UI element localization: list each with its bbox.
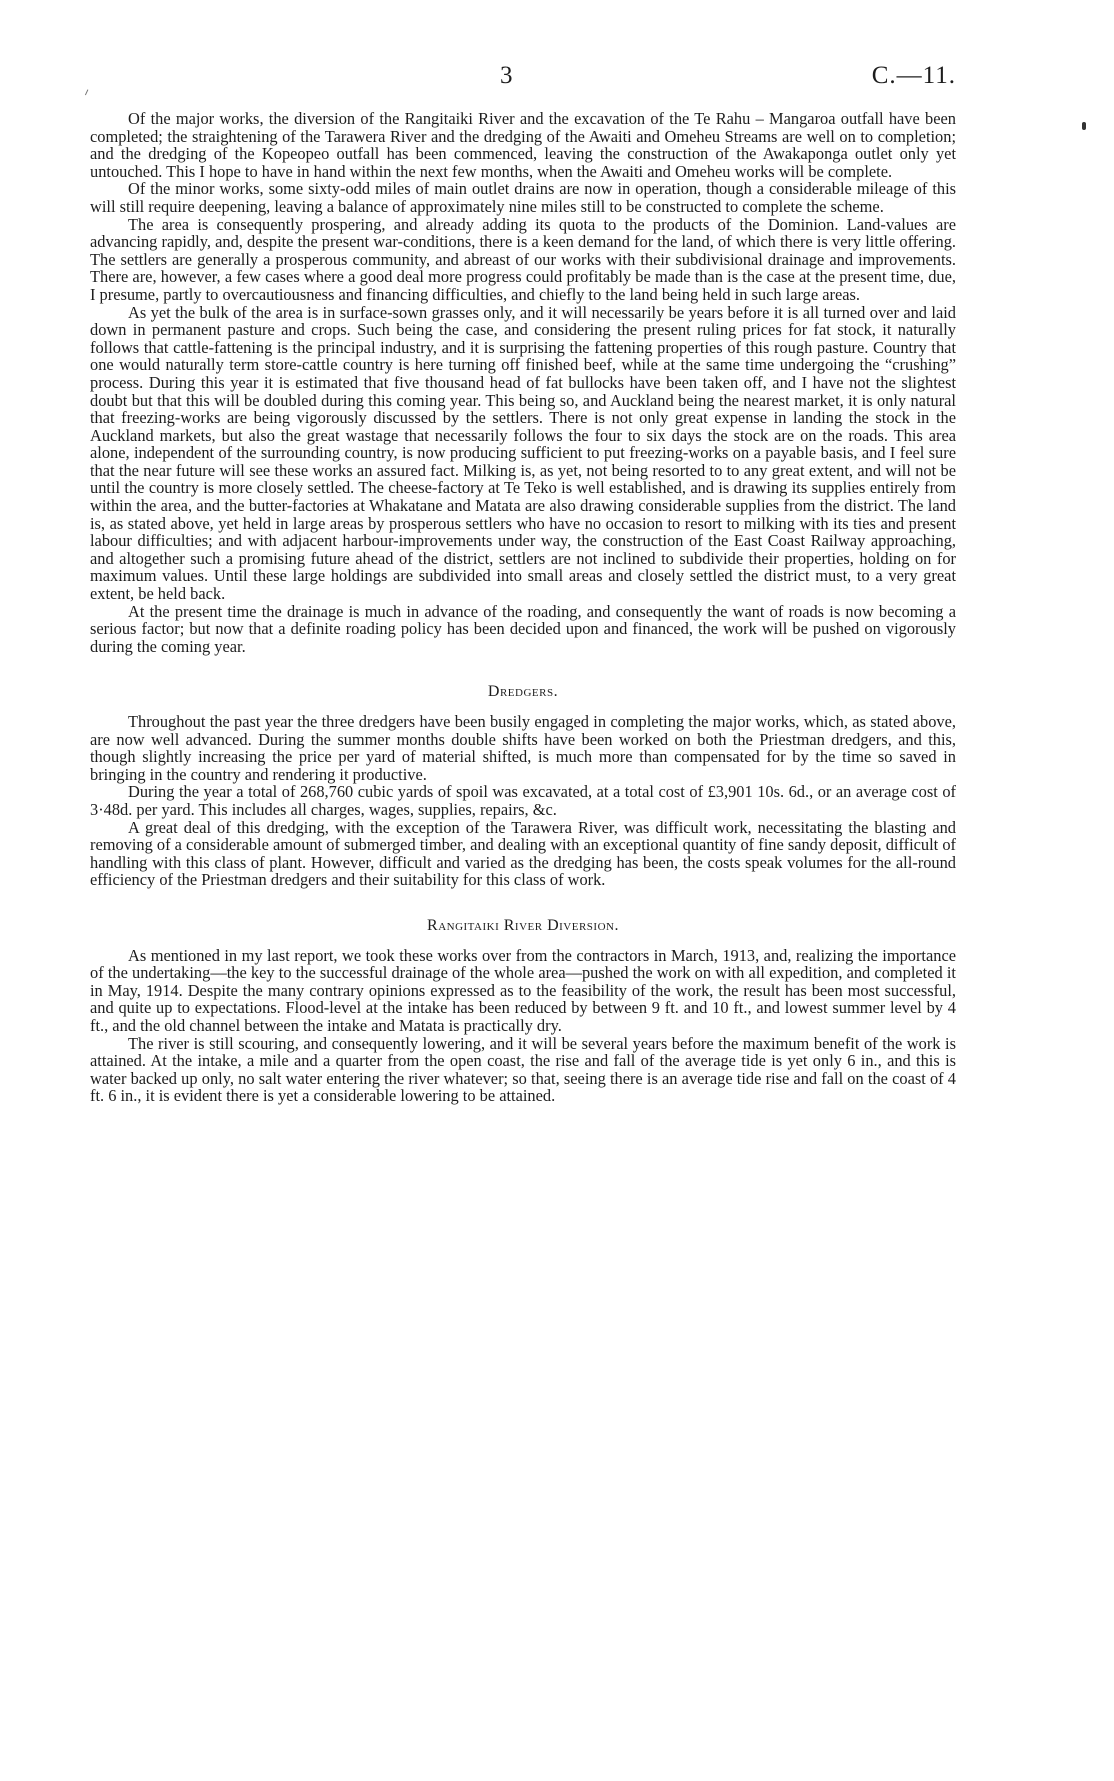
paragraph: Of the minor works, some sixty-odd miles of main outlet drains are now in operation, though a considerable mileage of this will still require deepening, leaving a balance of approximately nine miles still to be constructed to complete the scheme. xyxy=(90,179,956,216)
body-text xyxy=(90,110,956,1105)
paragraph: Throughout the past year the three dredgers have been busily engaged in completing the major works, which, as stated above, are now well advanced. During the summer months double shifts have been worked on both the Priestman dredgers, and this, though slightly increasing the price per yard of material shifted, is much more than compensated for by the time so saved in bringing in the country and rendering it productive. xyxy=(90,712,956,784)
paragraph: The area is consequently prospering, and already adding its quota to the products of the Dominion. Land-values are advancing rapidly, and, despite the present war-conditions, there is a keen demand for the land, of which there is very little offering. The settlers are generally a prosperous community, and abreast of our works with their subdivisional drainage and improvements. There are, however, a few cases where a good deal more progress could profitably be made than is the case at the present time, due, I presume, partly to overcautiousness and financing difficulties, and chiefly to the land being held in such large areas. xyxy=(90,214,956,304)
page-number: 3 xyxy=(500,62,513,89)
document-code: C.—11. xyxy=(871,62,956,89)
paragraph: As mentioned in my last report, we took these works over from the contractors in March, 1913, and, realizing the importance of the undertaking—the key to the successful drainage of the whole area—pushed the work on with all expedition, and completed it in May, 1914. Despite the many contrary opinions expressed as to the feasibility of the work, the result has been most successful, and quite up to expectations. Flood-level at the intake has been reduced by between 9 ft. and 10 ft., and lowest summer level by 4 ft., and the old channel between the intake and Matata is practically dry. xyxy=(90,945,956,1035)
page-header xyxy=(0,62,1114,102)
section-heading: Rangitaiki River Diversion. xyxy=(427,916,619,934)
paragraph: During the year a total of 268,760 cubic yards of spoil was excavated, at a total cost of £3,901 10s. 6d., or an average cost of 3·48d. per yard. This includes all charges, wages, supplies, repairs, &c. xyxy=(90,782,956,819)
section-dredgers xyxy=(90,683,956,889)
section-river-diversion xyxy=(90,917,956,1105)
section-intro xyxy=(90,110,956,655)
paragraph: The river is still scouring, and consequently lowering, and it will be several years before the maximum benefit of the work is attained. At the intake, a mile and a quarter from the open coast, the rise and fall of the average tide is yet only 6 in., and this is water backed up only, no salt water entering the river whatever; so that, seeing there is an average tide rise and fall on the coast of 4 ft. 6 in., it is evident there is yet a considerable lowering to be attained. xyxy=(90,1033,956,1106)
section-heading: Dredgers. xyxy=(487,683,559,701)
paragraph: As yet the bulk of the area is in surface-sown grasses only, and it will necessarily be years before it is all turned over and laid down in permanent pasture and crops. Such being the case, and considering the present ruling prices for fat stock, it naturally follows that cattle-fattening is the principal industry, and it is surprising the fattening properties of this rough pasture. Country that one would naturally term store-cattle country is here turning off finished beef, while at the same time undergoing the “crushing” process. During this year it is estimated that five thousand head of fat bullocks have been taken off, and I have not the slightest doubt but that this will be doubled during this coming year. This being so, and Auckland being the nearest market, it is only natural that freezing-works are being vigorously discussed by the settlers. There is not only great expense in landing the stock in the Auckland markets, but also the great wastage that necessarily follows the four to six days the stock are on the roads. This area alone, independent of the surrounding country, is now producing sufficient to put freezing-works on a payable basis, and I feel sure that the near future will see these works an assured fact. Milking is, as yet, not being resorted to to any great extent, and will not be until the country is more closely settled. The cheese-factory at Te Teko is well established, and is drawing its supplies entirely from within the area, and the butter-factories at Whakatane and Matata are also drawing considerable supplies from the district. The land is, as stated above, yet held in large areas by prosperous settlers who have no occasion to resort to milking with its ties and present labour difficulties; and with adjacent harbour-improvements under way, the construction of the East Coast Railway approaching, and altogether such a promising future ahead of the district, settlers are not inclined to subdivide their properties, holding on for maximum values. Until these large holdings are subdivided into small areas and closely settled the district must, to a very great extent, be held back. xyxy=(90,302,956,604)
paragraph: A great deal of this dredging, with the exception of the Tarawera River, was difficult work, necessitating the blasting and removing of a considerable amount of submerged timber, and dealing with an exceptional quantity of fine sandy deposit, difficult of handling with this class of plant. However, difficult and varied as the dredging has been, the costs speak volumes for the all-round efficiency of the Priestman dredgers and their suitability for this class of work. xyxy=(90,817,956,890)
paragraph: At the present time the drainage is much in advance of the roading, and consequently the want of roads is now becoming a serious factor; but now that a definite roading policy has been decided upon and financed, the work will be pushed on vigorously during the coming year. xyxy=(90,601,956,656)
margin-speck xyxy=(1082,122,1086,130)
paragraph: Of the major works, the diversion of the Rangitaiki River and the excavation of the Te Rahu – Mangaroa outfall have been completed; the straightening of the Tarawera River and the dredging of the Awaiti and Omeheu Streams are well on to completion; and the dredging of the Kopeopeo outfall has been commenced, leaving the construction of the Awakaponga outlet only yet untouched. This I hope to have in hand within the next few months, when the Awaiti and Omeheu works will be complete. xyxy=(90,109,956,181)
